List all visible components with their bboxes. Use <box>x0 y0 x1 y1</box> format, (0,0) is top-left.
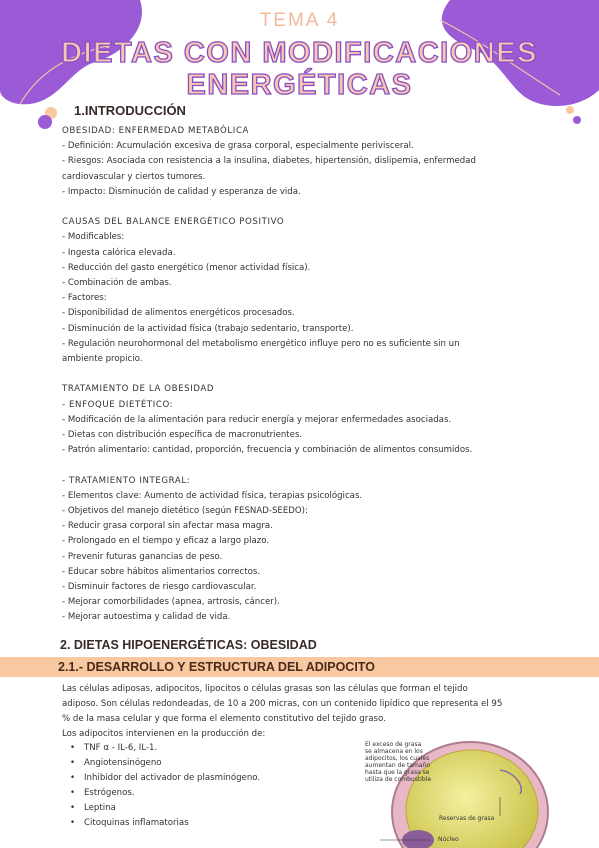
bullet-icon: • <box>70 773 76 783</box>
figure-caption-line: adipocitos, los cuales <box>365 755 430 762</box>
section2-heading: 2. DIETAS HIPOENERGÉTICAS: OBESIDAD <box>60 638 317 652</box>
page-title-line1: DIETAS CON MODIFICACIONES <box>61 37 538 69</box>
text-line: - TRATAMIENTO INTEGRAL: <box>62 475 191 486</box>
tema-label: TEMA 4 <box>259 10 340 31</box>
figure-caption-line: se almacena en los <box>365 748 423 755</box>
text-line: TNF α - IL-6, IL-1. <box>84 743 158 753</box>
figure-caption <box>365 741 431 783</box>
text-line: Inhibidor del activador de plasminógeno. <box>84 773 261 783</box>
section1-heading: 1.INTRODUCCIÓN <box>74 103 186 118</box>
bullet-icon: • <box>70 788 76 798</box>
bullet-icon: • <box>70 758 76 768</box>
text-line: Leptina <box>84 803 116 813</box>
section2-subheading: 2.1.- DESARROLLO Y ESTRUCTURA DEL ADIPOCITO <box>58 660 375 674</box>
page-title-line2: ENERGÉTICAS <box>186 69 413 101</box>
figure-caption-line: El exceso de grasa <box>365 741 422 748</box>
text-line: - Mejorar comorbilidades (apnea, artrosis, cáncer). <box>62 597 280 608</box>
text-line: - Disminuir factores de riesgo cardiovascular. <box>62 582 257 592</box>
text-line: - Reducción del gasto energético (menor actividad física). <box>62 262 311 273</box>
text-line: - Impacto: Disminución de calidad y esperanza de vida. <box>62 186 301 197</box>
text-line: Angiotensinógeno <box>84 758 162 768</box>
text-line: - Prolongado en el tiempo y eficaz a largo plazo. <box>62 536 270 547</box>
text-line: Estrógenos. <box>84 788 135 798</box>
text-line: - Elementos clave: Aumento de actividad física, terapias psicológicas. <box>62 490 363 501</box>
bullet-icon: • <box>70 743 76 753</box>
figure-label-nucleus: Núcleo <box>438 836 459 843</box>
text-line: - Objetivos del manejo dietético (según FESNAD-SEEDO): <box>62 506 308 516</box>
text-line: - Reducir grasa corporal sin afectar masa magra. <box>62 521 273 532</box>
text-line: cardiovascular y ciertos tumores. <box>62 171 206 182</box>
text-line: ambiente propicio. <box>62 354 143 364</box>
text-line: - Disminución de la actividad física (trabajo sedentario, transporte). <box>62 323 354 334</box>
text-line: - Disponibilidad de alimentos energéticos procesados. <box>62 308 295 319</box>
text-line: - Definición: Acumulación excesiva de grasa corporal, especialmente perivisceral. <box>62 141 414 152</box>
bullet-icon: • <box>70 803 76 813</box>
text-line: adiposo. Son células redondeadas, de 10 a 200 micras, con un contenido lipídico que representa el 95 <box>62 699 503 709</box>
text-line: Citoquinas inflamatorias <box>84 818 189 828</box>
text-line: CAUSAS DEL BALANCE ENERGÉTICO POSITIVO <box>62 217 285 228</box>
bullet-icon: • <box>70 818 76 828</box>
text-line: - Factores: <box>62 293 107 304</box>
peach-dot-right <box>566 106 574 114</box>
text-line: % de la masa celular y que forma el elemento constitutivo del tejido graso. <box>62 714 386 724</box>
text-line: Las células adiposas, adipocitos, lipocitos o células grasas son las células que forman el tejido <box>62 684 468 694</box>
purple-dot-left <box>38 115 52 129</box>
text-line: OBESIDAD: ENFERMEDAD METABÓLICA <box>62 126 250 136</box>
text-line: - Patrón alimentario: cantidad, proporción, frecuencia y combinación de alimentos consumidos. <box>62 445 473 456</box>
text-line: - Combinación de ambas. <box>62 278 172 288</box>
purple-dot-right <box>573 116 581 124</box>
text-line: - Regulación neurohormonal del metabolismo energético influye pero no es suficiente sin un <box>62 338 460 349</box>
figure-caption-line: utiliza de combustible <box>365 776 432 783</box>
text-line: Los adipocitos intervienen en la producción de: <box>62 729 266 739</box>
text-line: - ENFOQUE DIETÉTICO: <box>62 399 174 410</box>
text-line: - Modificables: <box>62 232 125 243</box>
text-line: - Dietas con distribución específica de macronutrientes. <box>62 430 303 440</box>
text-line: - Ingesta calórica elevada. <box>62 247 176 258</box>
text-line: - Educar sobre hábitos alimentarios correctos. <box>62 566 261 577</box>
text-line: - Riesgos: Asociada con resistencia a la insulina, diabetes, hipertensión, dislipemia, enfermedad <box>62 156 476 167</box>
figure-caption-line: hasta que la grasa se <box>365 769 430 776</box>
text-line: - Mejorar autoestima y calidad de vida. <box>62 612 231 623</box>
figure-label-fat: Reservas de grasa <box>439 815 495 822</box>
text-line: - Prevenir futuras ganancias de peso. <box>62 551 223 562</box>
text-line: - Modificación de la alimentación para reducir energía y mejorar enfermedades asociadas. <box>62 414 452 425</box>
text-line: TRATAMIENTO DE LA OBESIDAD <box>62 384 215 395</box>
figure-caption-line: aumentan de tamaño <box>365 762 430 769</box>
